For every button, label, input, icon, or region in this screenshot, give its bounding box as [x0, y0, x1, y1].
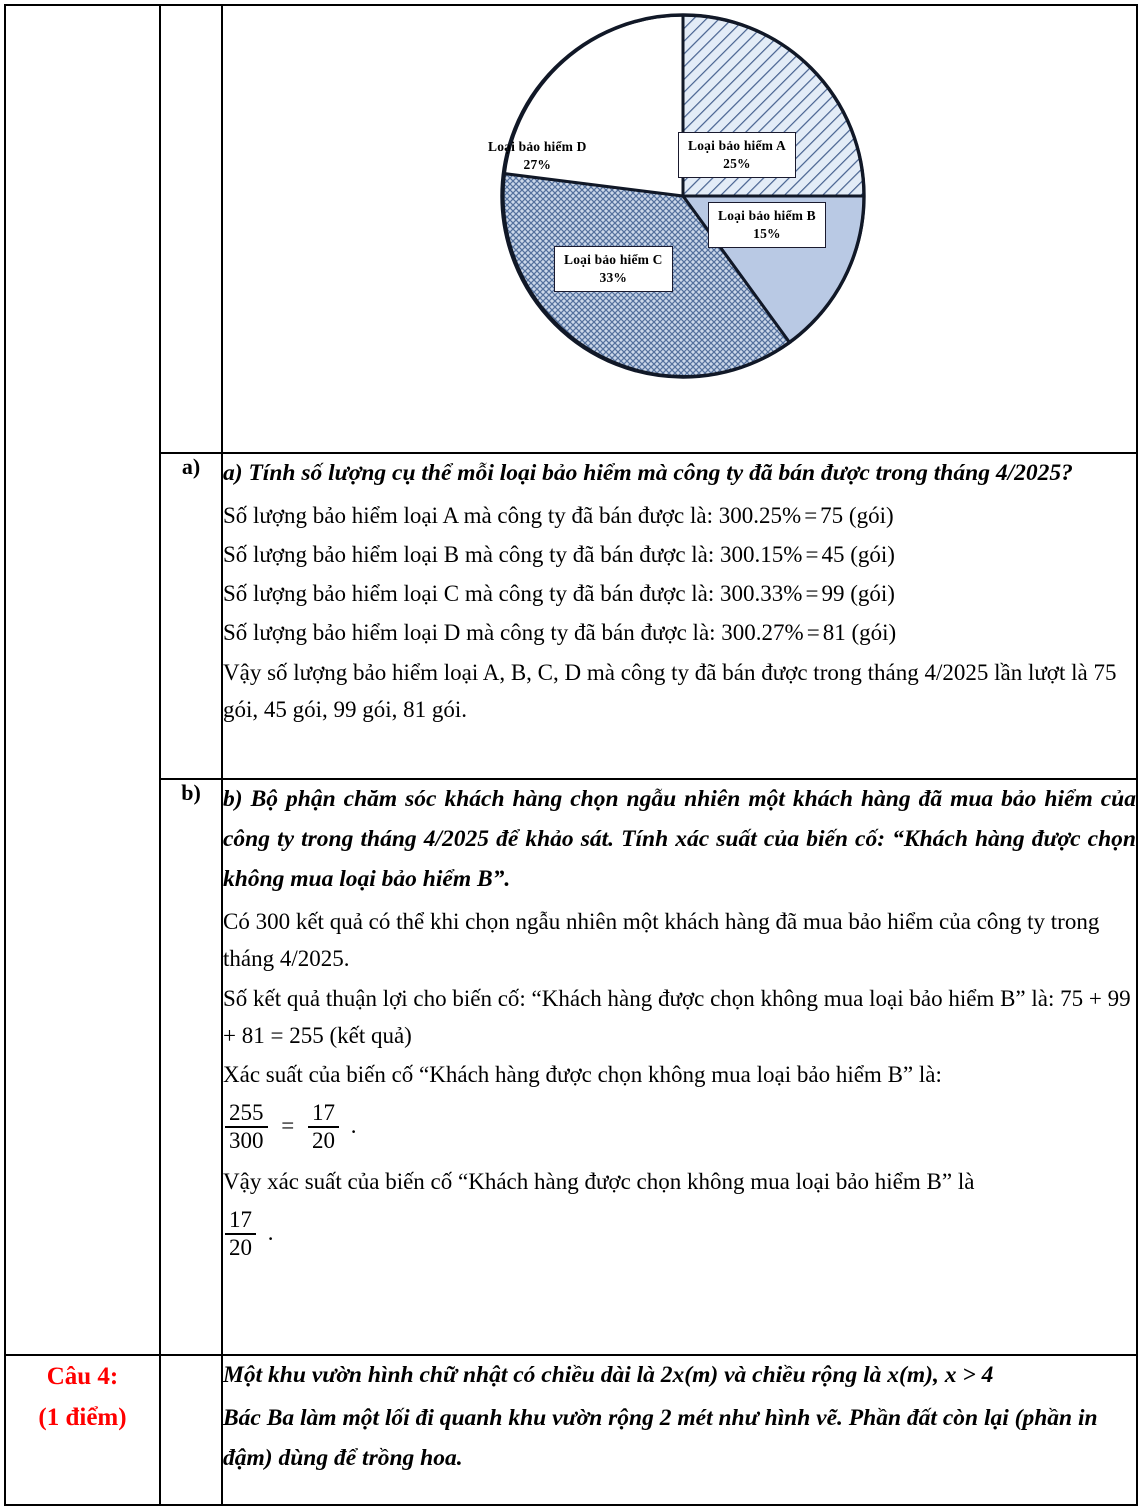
answer-line-a3-text: Số lượng bảo hiểm loại C mà công ty đã bán được là:	[223, 581, 715, 607]
question-label-cau4	[6, 1356, 159, 1439]
exam-answer-table	[4, 4, 1138, 1506]
answer-line-a1-op: =	[804, 502, 818, 528]
chart-cell	[222, 5, 1137, 453]
fraction-final-denominator: 20	[225, 1233, 256, 1261]
answer-line-a1-text: Số lượng bảo hiểm loại A mà công ty đã bán được là:	[223, 502, 714, 528]
answer-line-a4-tail: (gói)	[851, 620, 897, 646]
pie-label-d-percent: 27%	[523, 156, 552, 172]
table-row-chart	[5, 5, 1137, 453]
answer-conclusion-a: Vậy số lượng bảo hiểm loại A, B, C, D mà công ty đã bán được trong tháng 4/2025 lần lượt là 75 gói, 45 gói, 99 gói, 81 gói.	[223, 659, 1117, 722]
pie-label-b-name: Loại bảo hiểm B	[718, 208, 816, 223]
part-letter-cell-chart	[160, 5, 222, 453]
pie-label-c	[554, 246, 673, 292]
answer-body-a	[222, 453, 1137, 779]
pie-label-a	[678, 132, 796, 178]
fraction-final-numerator: 17	[229, 1207, 252, 1232]
pie-label-d-name: Loại bảo hiểm D	[488, 139, 587, 154]
answer-line-b1: Có 300 kết quả có thể khi chọn ngẫu nhiên một khách hàng đã mua bảo hiểm của công ty trong tháng 4/2025.	[223, 909, 1100, 972]
prompt-cau4-expr2: x(m), x > 4	[887, 1362, 994, 1389]
answer-line-a2	[223, 536, 1136, 573]
answer-line-a1-expr-right: 75	[820, 502, 844, 528]
prompt-cau4-expr1: 2x(m)	[660, 1362, 719, 1389]
prompt-cau4-pre: Một khu vườn hình chữ nhật có chiều dài là	[223, 1362, 655, 1389]
question-number-cell-cau3	[5, 5, 160, 1355]
part-letter-b: b)	[181, 780, 201, 806]
part-letter-cell-a	[160, 453, 222, 779]
answer-line-a4-text: Số lượng bảo hiểm loại D mà công ty đã bán được là:	[223, 620, 716, 646]
answer-line-a2-tail: (gói)	[850, 541, 895, 567]
table-row-part-a	[5, 453, 1137, 779]
pie-label-d	[479, 134, 596, 178]
answer-line-a3-expr-right: 99	[821, 581, 845, 607]
fraction-1-denominator: 300	[225, 1126, 268, 1154]
question-label-cau4-line1: Câu 4:	[46, 1363, 119, 1391]
pie-label-b	[708, 202, 826, 248]
answer-line-a3	[223, 575, 1136, 612]
fraction-2-denominator: 20	[308, 1126, 339, 1154]
answer-line-a1	[223, 497, 1136, 534]
answer-body-cau4	[222, 1355, 1137, 1505]
question-label-cau4-line2: (1 điểm)	[38, 1404, 127, 1432]
fraction-final-17-20	[225, 1207, 256, 1261]
fraction-1-numerator: 255	[229, 1100, 264, 1126]
table-row-part-b	[5, 779, 1137, 1355]
prompt-a: a) Tính số lượng cụ thể mỗi loại bảo hiểm mà công ty đã bán được trong tháng 4/2025?	[223, 459, 1073, 486]
prompt-b: b) Bộ phận chăm sóc khách hàng chọn ngẫu nhiên một khách hàng đã mua bảo hiểm của công ty trong tháng 4/2025 để khảo sát. Tính xác suất của biến cố: “Khách hàng được chọn không mua loại bảo hiểm B”.	[223, 786, 1136, 893]
pie-label-c-name: Loại bảo hiểm C	[564, 252, 663, 267]
answer-line-b2-tail: (kết quả)	[329, 1022, 412, 1048]
pie-label-a-percent: 25%	[723, 155, 751, 171]
answer-line-a2-expr-right: 45	[821, 541, 845, 567]
answer-line-a3-tail: (gói)	[850, 581, 895, 607]
answer-line-a4-expr-right: 81	[822, 620, 846, 646]
fraction-equals-sign: =	[281, 1113, 295, 1139]
answer-line-a1-tail: (gói)	[848, 502, 894, 528]
answer-line-a4	[223, 614, 1136, 651]
pie-chart	[498, 10, 868, 382]
fraction-17-20	[308, 1100, 339, 1154]
pie-label-b-percent: 15%	[753, 225, 781, 241]
answer-line-a2-expr-left: 300.15%	[720, 541, 803, 567]
prompt-cau4-mid: và chiều rộng là	[724, 1362, 882, 1389]
pie-chart-svg	[498, 10, 868, 382]
answer-line-a4-op: =	[806, 620, 820, 646]
answer-line-a2-op: =	[805, 541, 819, 567]
pie-label-a-name: Loại bảo hiểm A	[688, 138, 786, 153]
answer-line-b4: Vậy xác suất của biến cố “Khách hàng được chọn không mua loại bảo hiểm B” là	[223, 1168, 975, 1194]
part-letter-cell-b	[160, 779, 222, 1355]
question-number-cell-cau4	[5, 1355, 160, 1505]
fraction-1-period: .	[350, 1113, 357, 1139]
part-letter-cell-cau4	[160, 1355, 222, 1505]
fraction-equation-1	[223, 1100, 1136, 1154]
pie-chart-container	[223, 6, 1138, 386]
answer-line-a1-expr-left: 300.25%	[718, 502, 802, 528]
answer-line-b2	[223, 980, 1136, 1055]
answer-line-b2-prefix: Số kết quả thuận lợi cho biến cố: “Khách hàng được chọn không mua loại bảo hiểm B” là:	[223, 985, 1055, 1011]
prompt-cau4-line1	[223, 1356, 1136, 1396]
pie-label-c-percent: 33%	[599, 269, 628, 285]
part-letter-a: a)	[181, 453, 201, 479]
answer-line-b3: Xác suất của biến cố “Khách hàng được chọn không mua loại bảo hiểm B” là:	[223, 1062, 942, 1087]
answer-line-a3-op: =	[805, 581, 819, 607]
answer-line-a2-text: Số lượng bảo hiểm loại B mà công ty đã bán được là:	[223, 541, 715, 567]
prompt-cau4-line2: Bác Ba làm một lối đi quanh khu vườn rộng 2 mét như hình vẽ. Phần đất còn lại (phần in đậm) dùng để trồng hoa.	[223, 1405, 1098, 1472]
fraction-255-300	[225, 1100, 268, 1154]
fraction-2-numerator: 17	[311, 1100, 335, 1126]
fraction-equation-2	[223, 1207, 1136, 1261]
table-row-cau4	[5, 1355, 1137, 1505]
answer-line-a3-expr-left: 300.33%	[720, 581, 803, 607]
answer-body-b	[222, 779, 1137, 1355]
answer-line-b2-expr: 75 + 99 + 81 = 255	[223, 985, 1131, 1048]
fraction-2-period: .	[267, 1219, 274, 1245]
answer-line-a4-expr-left: 300.27%	[721, 620, 804, 646]
